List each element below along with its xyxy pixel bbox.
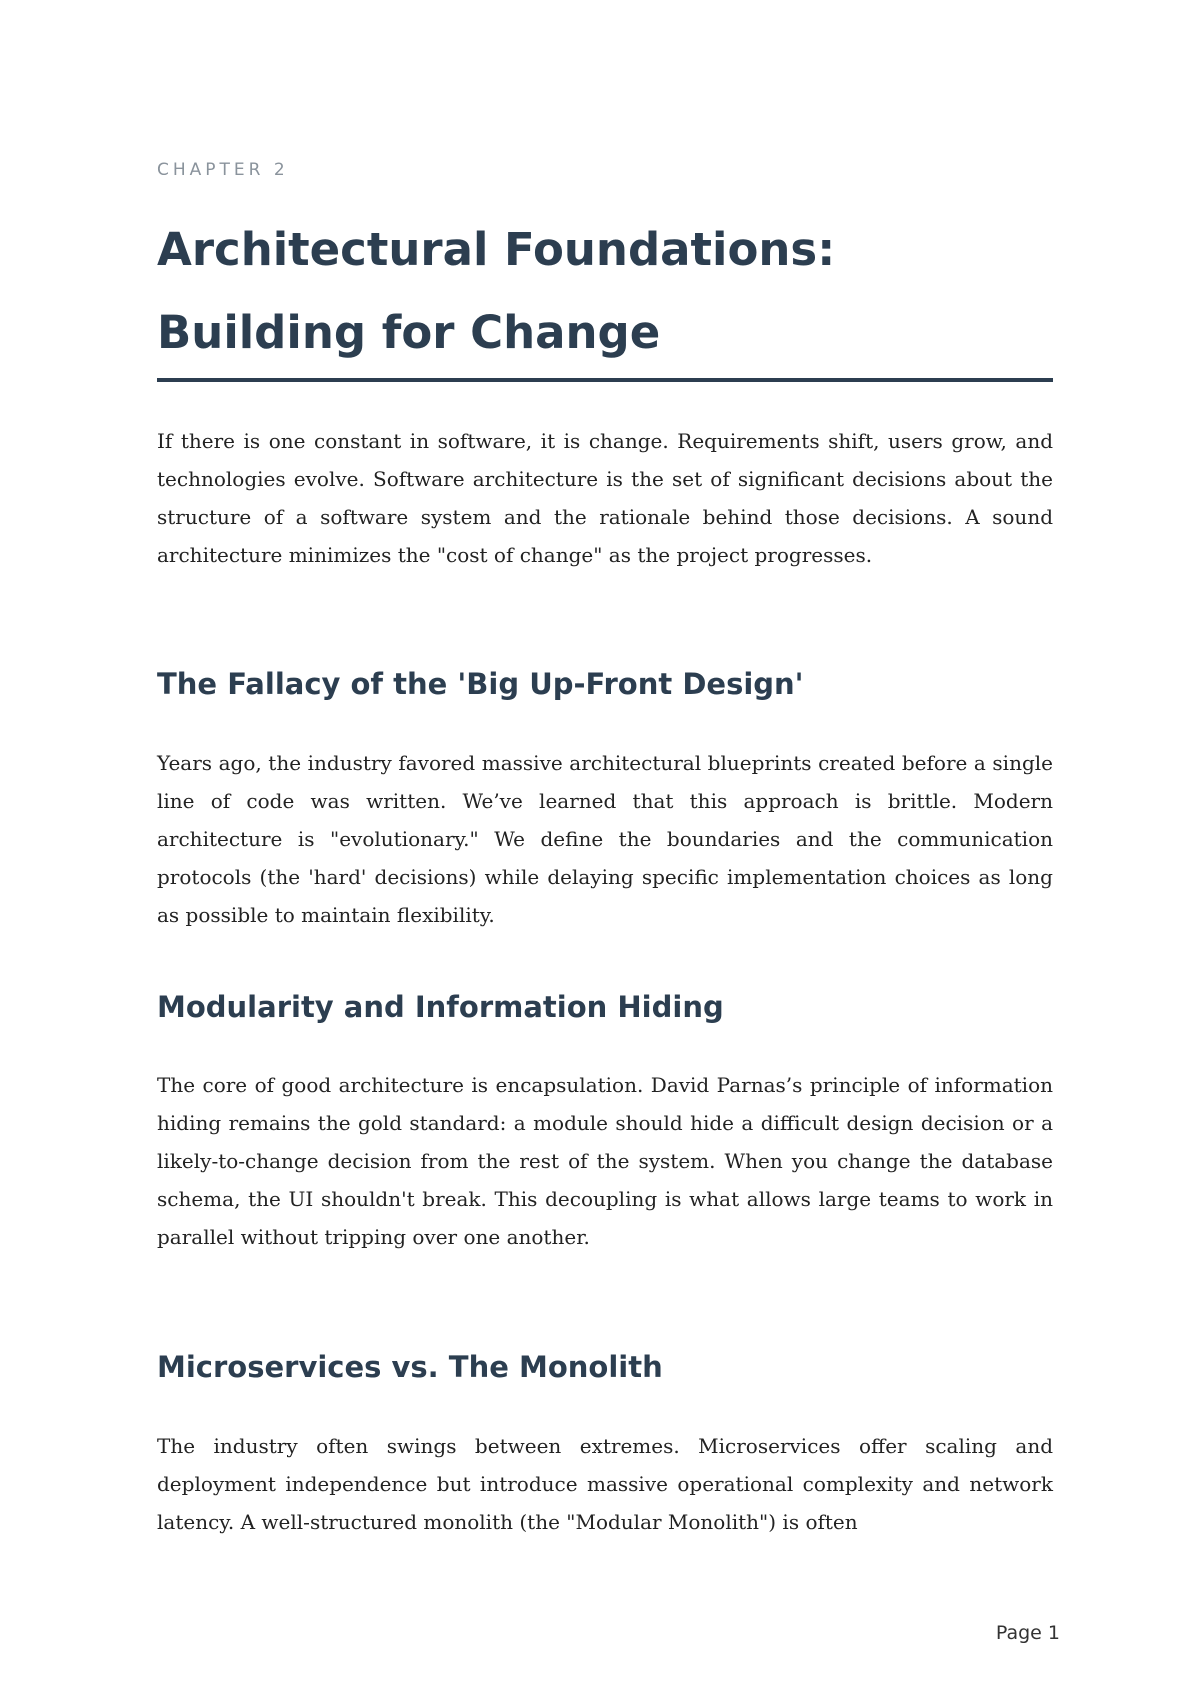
section-heading-modularity: Modularity and Information Hiding — [157, 990, 724, 1024]
title-divider — [157, 378, 1053, 382]
section-heading-microservices: Microservices vs. The Monolith — [157, 1350, 663, 1384]
section-heading-big-up-front-design: The Fallacy of the 'Big Up-Front Design' — [157, 667, 804, 701]
section-paragraph-big-up-front-design: Years ago, the industry favored massive architectural blueprints created before a single line of code was written. We’ve learned that this approach is brittle. Modern architecture is "evolutionary." We define the boundaries and the communication protocols (the 'hard' decisions) while delaying specific implementation choices as long as possible to maintain flexibility. — [157, 751, 1053, 927]
section-paragraph-modularity: The core of good architecture is encapsulation. David Parnas’s principle of information hiding remains the gold standard: a module should hide a difficult design decision or a likely-to-change decision from the rest of the system. When you change the database schema, the UI shouldn't break. This decoupling is what allows large teams to work in parallel without tripping over one another. — [157, 1073, 1053, 1249]
intro-paragraph: If there is one constant in software, it is change. Requirements shift, users grow, and technologies evolve. Software architecture is the set of significant decisions about the structure of a software system and the rationale behind those decisions. A sound architecture minimizes the "cost of change" as the project progresses. — [157, 429, 1053, 567]
chapter-label: CHAPTER 2 — [157, 160, 289, 180]
chapter-title: Architectural Foundations: Building for Change — [157, 223, 836, 359]
document-page — [157, 0, 1053, 1696]
page-number: Page 1 — [995, 1622, 1060, 1644]
section-paragraph-microservices: The industry often swings between extremes. Microservices offer scaling and deployment independence but introduce massive operational complexity and network latency. A well-structured monolith (the "Modular Monolith") is often — [157, 1434, 1053, 1534]
